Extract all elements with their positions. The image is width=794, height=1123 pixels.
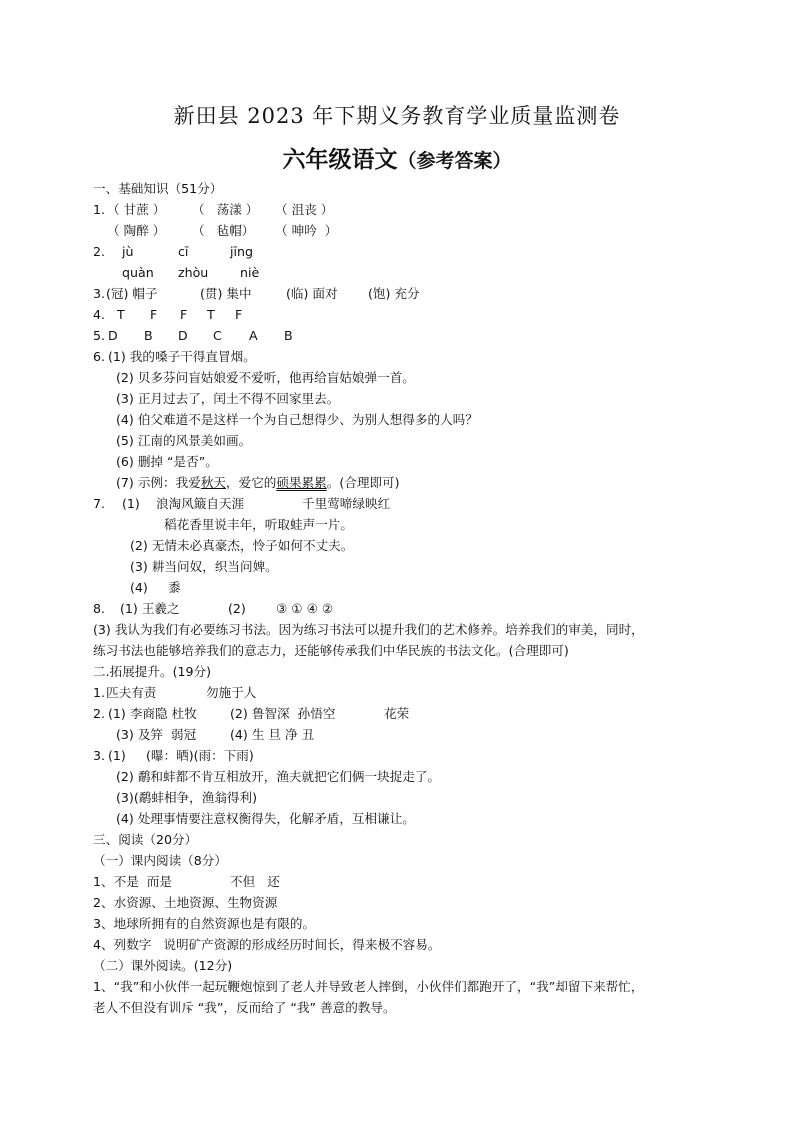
q6-answer: (5) 江南的风景美如画。 — [116, 433, 252, 448]
s3-part2-heading: （二）课外阅读。(12分) — [93, 958, 233, 973]
q5-answer: D — [108, 328, 118, 343]
q3-number: 3. — [93, 286, 106, 301]
s2-q3-answer: (4) 处理事情要注意权衡得失，化解矛盾，互相谦让。 — [116, 811, 415, 826]
q6-7-mid: ，爱它的 — [226, 475, 277, 490]
q8-label: (2) — [228, 601, 246, 616]
q1-answer: （ 沮丧 ） — [275, 202, 334, 217]
q1-answer: （ 毡帽） — [192, 223, 255, 238]
s3-part2-q1-answer: 老人不但没有训斥 “我”，反而给了 “我” 善意的教导。 — [93, 1000, 396, 1015]
q5-answer: D — [178, 328, 188, 343]
q1-answer: （ 荡漾 ） — [192, 202, 259, 217]
q2-number: 2. — [93, 244, 106, 259]
q7-label: (4) — [130, 580, 148, 595]
q4-answer: F — [235, 307, 243, 322]
q6-answer: (1) 我的嗓子干得直冒烟。 — [108, 349, 256, 364]
q6-7-double-underlined: 硕果累累 — [276, 475, 327, 490]
q6-number: 6. — [93, 349, 106, 364]
s2-q1-answer: 匹夫有责 — [106, 685, 157, 700]
q6-7-suffix: 。(合理即可) — [326, 475, 400, 490]
q1-answer: （ 陶醉 ） — [107, 223, 166, 238]
q6-answer: (3) 正月过去了，闰土不得不回家里去。 — [116, 391, 340, 406]
q7-answer: 稻花香里说丰年，听取蛙声一片。 — [164, 517, 353, 532]
q3-answer: (贯) 集中 — [200, 286, 252, 301]
q5-answer: C — [213, 328, 222, 343]
q2-pinyin: jīng — [230, 244, 253, 259]
s2-q1-number: 1. — [93, 685, 106, 700]
q7-answer: 黍 — [168, 580, 181, 595]
s2-q1-answer: 勿施于人 — [206, 685, 257, 700]
section-1-heading: 一、基础知识（51分） — [93, 181, 223, 196]
q2-pinyin: niè — [240, 265, 260, 280]
q6-answer: (2) 贝多芬问盲姑娘爱不爱听，他再给盲姑娘弹一首。 — [116, 370, 415, 385]
q7-answer: 浪淘风簸自天涯 — [156, 496, 245, 511]
s2-q2-answer: 花荣 — [384, 706, 410, 721]
q8-answer: (3) 我认为我们有必要练习书法。因为练习书法可以提升我们的艺术修养。培养我们的审美，同时， — [93, 622, 644, 637]
q4-answer: T — [207, 307, 215, 322]
exam-title: 新田县 2023 年下期义务教育学业质量监测卷 — [173, 104, 621, 128]
q2-pinyin: jù — [122, 244, 134, 259]
q6-7-underlined: 秋天 — [200, 475, 226, 490]
q8-number: 8. — [93, 601, 106, 616]
q1-number: 1. — [93, 202, 106, 217]
q4-answer: F — [150, 307, 158, 322]
q7-answer: 千里莺啼绿映红 — [302, 496, 391, 511]
q5-number: 5. — [93, 328, 106, 343]
q4-number: 4. — [93, 307, 106, 322]
q2-pinyin: cī — [178, 244, 189, 259]
q3-answer: (饱) 充分 — [368, 286, 420, 301]
s2-q3-answer: (2) 鹬和蚌都不肯互相放开，渔夫就把它们俩一块捉走了。 — [116, 769, 441, 784]
q5-answer: A — [249, 328, 258, 343]
s2-q2-answer: (3) 及笄 弱冠 — [116, 727, 197, 742]
q6-answer: (4) 伯父难道不是这样一个为自己想得少、为别人想得多的人吗？ — [116, 412, 478, 427]
page-title-sub: （参考答案） — [397, 150, 512, 172]
page-title-main: 六年级语文 — [282, 147, 398, 173]
s2-q2-answer: (4) 生 旦 净 丑 — [230, 727, 315, 742]
q7-answer: (2) 无情未必真豪杰，怜子如何不丈夫。 — [130, 538, 354, 553]
s3-part2-q1-answer: 1、“我”和小伙伴一起玩鞭炮惊到了老人并导致老人摔倒，小伙伴们都跑开了，“我”却留下来帮忙， — [93, 979, 644, 994]
q7-number: 7. — [93, 496, 106, 511]
q2-pinyin: quàn — [122, 265, 154, 280]
s2-q2-answer: (1) 李商隐 杜牧 — [108, 706, 197, 721]
s2-q3-label: (1) — [108, 748, 126, 763]
q7-label: (1) — [122, 496, 140, 511]
q4-answer: T — [117, 307, 125, 322]
q8-answer: 练习书法也能够培养我们的意志力，还能够传承我们中华民族的书法文化。(合理即可) — [93, 643, 569, 658]
s3-q2-answer: 2、水资源、土地资源、生物资源 — [93, 895, 278, 910]
s2-q3-answer: (3)(鹬蚌相争，渔翁得利) — [116, 790, 258, 805]
page-title — [0, 141, 794, 174]
s3-q4-answer: 4、列数字 说明矿产资源的形成经历时间长，得来极不容易。 — [93, 937, 441, 952]
section-3-heading: 三、阅读（20分） — [93, 832, 198, 847]
q5-answer: B — [144, 328, 153, 343]
q6-answer: (6) 删掉 “是否”。 — [116, 454, 218, 469]
q1-answer: （ 甘蔗 ） — [107, 202, 166, 217]
q5-answer: B — [284, 328, 293, 343]
q6-7-prefix: (7) 示例：我爱 — [116, 475, 201, 490]
s2-q3-number: 3. — [93, 748, 106, 763]
section-2-heading: 二.拓展提升。(19分) — [93, 664, 212, 679]
s3-q1-answer: 1、不是 而是 — [93, 874, 172, 889]
q1-answer: （ 呻吟 ） — [275, 223, 338, 238]
q7-answer: (3) 耕当问奴，织当问婢。 — [130, 559, 278, 574]
s3-q3-answer: 3、地球所拥有的自然资源也是有限的。 — [93, 916, 316, 931]
q2-pinyin: zhòu — [178, 265, 209, 280]
q4-answer: F — [180, 307, 188, 322]
s3-part1-heading: （一）课内阅读（8分） — [93, 853, 227, 868]
q3-answer: (冠) 帽子 — [106, 286, 158, 301]
s2-q2-answer: (2) 鲁智深 孙悟空 — [230, 706, 336, 721]
s2-q3-answer: (曝：晒)(雨：下雨) — [146, 748, 254, 763]
q3-answer: (临) 面对 — [286, 286, 338, 301]
q6-answer-7 — [116, 475, 400, 491]
s2-q2-number: 2. — [93, 706, 106, 721]
q8-answer: ③ ① ④ ② — [276, 601, 334, 616]
s3-q1-answer: 不但 还 — [230, 874, 280, 889]
q8-answer: (1) 王羲之 — [120, 601, 180, 616]
